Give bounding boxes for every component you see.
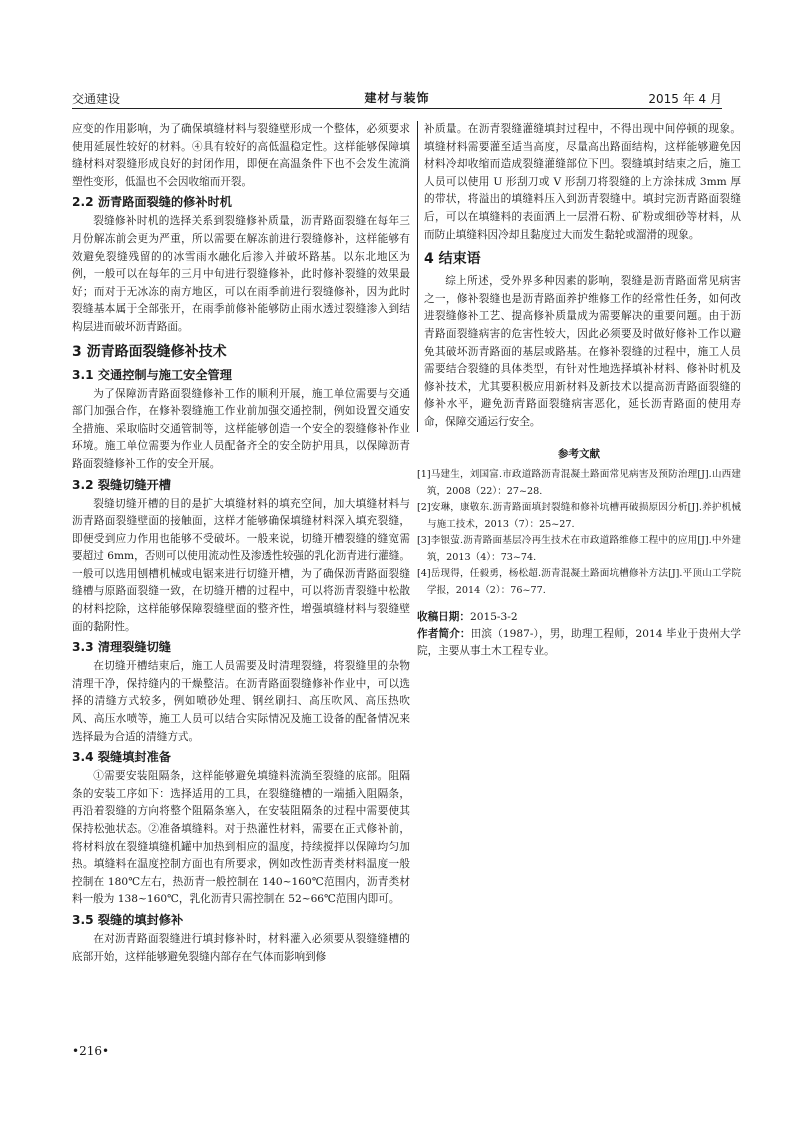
paragraph-4: 综上所述，受外界多种因素的影响，裂缝是沥青路面常见病害之一，修补裂缝也是沥青路面养护维修工作的经常性任务，如何改进裂缝修补工艺、提高修补质量成为需要解决的重要问题。由于沥青路面裂缝病害的危害性较大，因此必须要及时做好修补工作以避免其破坏沥青路面的基层或路基。在修补裂缝的过程中，施工人员需要结合裂缝的具体类型，有针对性地选择填补材料、修补时机及修补技术，尤其要积极应用新材料及新技术以提高沥青路面裂缝的修补水平，避免沥青路面裂缝病害恶化，延长沥青路面的使用寿命，保障交通运行安全。 — [424, 275, 741, 428]
received-date: 2015-3-2 — [469, 611, 518, 624]
heading-3-1: 3.1 交通控制与施工安全管理 — [72, 367, 232, 382]
running-header — [72, 88, 722, 109]
paragraph-3-2: 裂缝切缝开槽的目的是扩大填缝材料的填充空间，加大填缝材料与沥青路面裂缝壁面的接触面，这样才能够确保填缝材料深入填充裂缝，即便受到应力作用也能够不受破坏。一般来说，切缝开槽裂缝的缝宽需要超过 6mm，否则可以使用流动性及渗透性较强的乳化沥青进行灌缝。一般可以选用刨槽机械或电锯来进行切缝开槽，为了确保沥青路面裂缝缝槽与原路面裂缝一致，在切缝开槽的过程中，可以将沥青裂缝中松散的材料挖除，这样能够保障裂缝壁面的整齐性，增强填缝材料与裂缝壁面的黏附性。 — [72, 497, 410, 633]
right-column-body — [417, 121, 741, 432]
received-label: 收稿日期： — [417, 611, 470, 624]
heading-4: 4 结束语 — [424, 251, 481, 268]
reference-item: [4]岳现得，任毅勇，杨松超.沥青混凝土路面坑槽修补方法[J].平顶山工学院学报，2014（2）：76~77. — [417, 568, 741, 596]
right-column — [417, 121, 741, 660]
references-title: 参考文献 — [558, 447, 600, 460]
author-line — [417, 626, 741, 660]
heading-3-2: 3.2 裂缝切缝开槽 — [72, 477, 171, 492]
reference-item: [2]安琳，康敬东.沥青路面填封裂缝和修补坑槽再破损原因分析[J].养护机械与施工技术，2013（7）：25~27. — [417, 502, 741, 530]
header-section: 交通建设 — [72, 92, 121, 106]
received-line — [417, 609, 741, 626]
header-issue-date: 2015 年 4 月 — [648, 92, 722, 106]
paragraph-3-3: 在切缝开槽结束后，施工人员需要及时清理裂缝，将裂缝里的杂物清理干净，保持缝内的干燥整洁。在沥青路面裂缝修补作业中，可以选择的清缝方式较多，例如喷砂处理、钢丝刷扫、高压吹风、高压热吹风、高压水喷等，施工人员可以结合实际情况及施工设备的配备情况来选择最为合适的清缝方式。 — [72, 660, 410, 743]
heading-3-3: 3.3 清理裂缝切缝 — [72, 640, 171, 655]
heading-3-4: 3.4 裂缝填封准备 — [72, 750, 171, 765]
article-meta — [417, 609, 741, 660]
left-column — [72, 121, 410, 966]
paragraph-3-1: 为了保障沥青路面裂缝修补工作的顺利开展，施工单位需要与交通部门加强合作，在修补裂缝施工作业前加强交通控制，例如设置交通安全措施、采取临时交通管制等，这样能够创造一个安全的裂缝修补作业环境。施工单位需要为作业人员配备齐全的安全防护用具，以保障沥青路面裂缝修补工作的安全开展。 — [72, 387, 410, 470]
page-number: •216• — [72, 1044, 110, 1058]
author-label: 作者简介： — [417, 628, 471, 641]
heading-3: 3 沥青路面裂缝修补技术 — [72, 343, 227, 360]
paragraph-3-4: ①需要安装阻隔条，这样能够避免填缝料流淌至裂缝的底部。阻隔条的安装工序如下：选择适用的工具，在裂缝缝槽的一端插入阻隔条，再沿着裂缝的方向将整个阻隔条塞入，在安装阻隔条的过程中需要使其保持松弛状态。②准备填缝料。对于热灌性材料，需要在正式修补前，将材料放在裂缝填缝机罐中加热到相应的温度，持续搅拌以保障均匀加热。填缝料在温度控制方面也有所要求，例如改性沥青类材料温度一般控制在 180℃左右，热沥青一般控制在 140~160℃范围内，沥青类材料一般为 138~160℃，乳化沥青只需控制在 52~66℃范围内即可。 — [72, 770, 410, 906]
paragraph-3-5: 在对沥青路面裂缝进行填封修补时，材料灌入必须要从裂缝缝槽的底部开始，这样能够避免裂缝内部存在气体而影响到修 — [72, 932, 410, 963]
paragraph-continuation: 应变的作用影响，为了确保填缝材料与裂缝壁形成一个整体，必须要求使用延展性较好的材料。④具有较好的高低温稳定性。这样能够保障填缝材料对裂缝形成良好的封闭作用，即便在高温条件下也不会发生流淌塑性变形，低温也不会因收缩而开裂。 — [72, 123, 410, 188]
reference-item: [3]李银萤.沥青路面基层冷再生技术在市政道路维修工程中的应用[J].中外建筑，2013（4）：73~74. — [417, 535, 741, 563]
paragraph-continuation-right: 补质量。在沥青裂缝灌缝填封过程中，不得出现中间停顿的现象。填缝材料需要灌至适当高度，尽量高出路面结构，这样能够避免因材料冷却收缩而造成裂缝灌缝部位下凹。裂缝填封结束之后，施工人员可以使用 U 形刮刀或 V 形刮刀将裂缝的上方涂抹成 3mm 厚的带状，将溢出的填缝料压入到沥青裂缝中。填封完沥青路面裂缝后，可以在填缝料的表面洒上一层滑石粉、矿粉或细砂等材料，从而防止填缝料因冷却且黏度过大而发生黏轮或溜滑的现象。 — [424, 123, 741, 241]
reference-item: [1]马建生，刘国富.市政道路沥青混凝土路面常见病害及预防治理[J].山西建筑，2008（22）：27~28. — [417, 469, 741, 497]
header-journal-logo: 建材与装饰 — [364, 91, 430, 105]
references-list — [417, 467, 741, 599]
paragraph-2-2: 裂缝修补时机的选择关系到裂缝修补质量，沥青路面裂缝在每年三月份解冻前会更为严重，所以需要在解冻前进行裂缝修补，这样能够有效避免裂缝残留的的冰雪雨水融化后渗入并破坏路基。以东北地区为例，一般可以在每年的三月中旬进行裂缝修补，此时修补裂缝的效果最好；而对于无冰冻的南方地区，可以在雨季前进行裂缝修补，因为此时裂缝基本属于全部张开，在雨季前修补能够防止雨水透过裂缝渗入到结构层进而破坏沥青路面。 — [72, 215, 410, 333]
heading-2-2: 2.2 沥青路面裂缝的修补时机 — [72, 195, 232, 210]
author-bio: 田滨（1987-），男，助理工程师，2014 毕业于贵州大学院，主要从事土木工程专业。 — [417, 628, 742, 658]
heading-3-5: 3.5 裂缝的填封修补 — [72, 912, 184, 927]
